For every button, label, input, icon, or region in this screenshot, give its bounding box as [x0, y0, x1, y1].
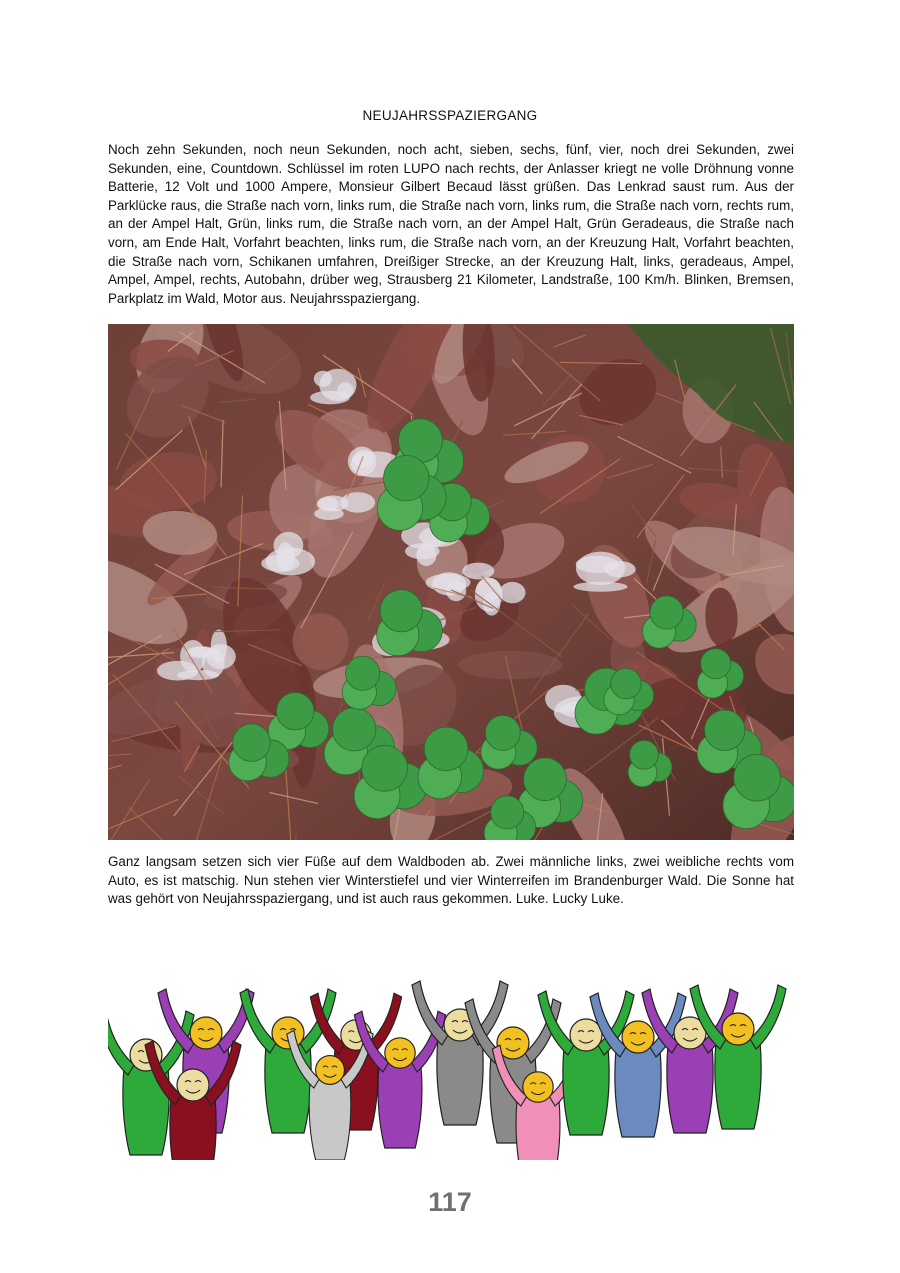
frost-patch	[499, 582, 525, 603]
cheering-figures-illustration	[108, 975, 798, 1160]
figure-body	[715, 1037, 761, 1129]
figure-head	[177, 1069, 209, 1101]
paragraph-2: Ganz langsam setzen sich vier Füße auf dem Waldboden ab. Zwei männliche links, zwei weibliche rechts vom Auto, es ist matschig. Nun stehen vier Winterstiefel und vier Winterreifen im Brandenburger Wald. Die Sonne hat was gehört von Neujahrsspaziergang, und ist auch raus gekommen. Luke. Lucky Luke.	[108, 854, 794, 907]
frost-patch	[191, 647, 212, 657]
figure-head	[316, 1056, 345, 1085]
figure-body	[437, 1033, 483, 1125]
figure-head	[722, 1013, 754, 1045]
figure-head	[385, 1038, 415, 1068]
figure-body	[309, 1077, 351, 1160]
frost-patch	[462, 563, 494, 580]
figure-body	[516, 1095, 560, 1160]
figure-body	[563, 1043, 609, 1135]
figure-head	[622, 1021, 654, 1053]
frost-patch	[277, 542, 295, 571]
figure-body	[265, 1041, 311, 1133]
figure-head	[190, 1017, 222, 1049]
frost-patch	[314, 507, 344, 520]
figure-arm-left	[108, 1011, 134, 1075]
figure-body	[378, 1061, 422, 1148]
paragraph-1: Noch zehn Sekunden, noch neun Sekunden, noch acht, sieben, sechs, fünf, vier, noch drei Sekunden, zwei Sekunden, eine, Countdown. Schlüssel im roten LUPO nach rechts, der Anlasser kriegt ne volle Dröhnung vonne Batterie, 12 Volt und 1000 Ampere, Monsieur Gilbert Becaud lässt grüßen. Das Lenkrad saust rum. Aus der Parklücke raus, die Straße nach vorn, links rum, die Straße nach vorn, links rum, die Straße nach vorn, rechts rum, an der Ampel Halt, Grün, links rum, die Straße nach vorn, an der Ampel Halt, Grün Geradeaus, die Straße nach vorn, am Ende Halt, Vorfahrt beachten, links rum, die Straße nach vorn, an der Kreuzung Halt, Vorfahrt beachten, die Straße nach vorn, Schikanen umfahren, Dreißiger Strecke, an der Kreuzung Halt, links, geradeaus, Ampel, Ampel, Ampel, rechts, Autobahn, drüber weg, Strausberg 21 Kilometer, Landstraße, 100 Km/h. Blinken, Bremsen, Parkplatz im Wald, Motor aus. Neujahrsspaziergang.	[108, 142, 794, 306]
forest-floor-photo	[108, 324, 794, 840]
frost-patch	[177, 670, 219, 680]
frost-patch	[576, 552, 625, 586]
page-title: NEUJAHRSSPAZIERGANG	[362, 108, 538, 123]
figure-body	[667, 1041, 713, 1133]
figure-arm-right	[750, 985, 786, 1049]
frost-patch	[211, 630, 227, 663]
page-number: 117	[428, 1187, 472, 1217]
figure-head	[523, 1072, 553, 1102]
figure-body	[615, 1045, 661, 1137]
